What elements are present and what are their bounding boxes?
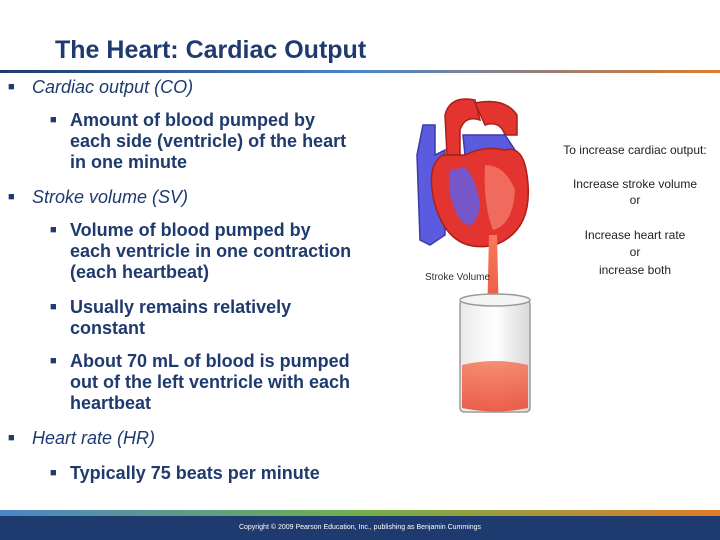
- line: Volume of blood pumped by: [70, 220, 311, 240]
- increase-heart-rate: Increase heart rate: [584, 228, 686, 242]
- line: each ventricle in one contraction: [70, 241, 352, 261]
- slide-title: The Heart: Cardiac Output: [55, 36, 367, 64]
- increase-heading: To increase cardiac output:: [563, 143, 707, 157]
- line: About 70 mL of blood is pumped: [70, 351, 350, 371]
- square-bullet-icon: ■: [8, 432, 15, 444]
- square-bullet-icon: ■: [50, 355, 57, 367]
- square-bullet-icon: ■: [50, 224, 57, 236]
- heart-beaker-illustration: [405, 95, 545, 420]
- square-bullet-icon: ■: [50, 114, 57, 126]
- stroke-volume-label: Stroke Volume: [425, 272, 491, 283]
- aortic-arch-shape: [475, 102, 517, 136]
- line: heartbeat: [70, 393, 152, 413]
- square-bullet-icon: ■: [8, 191, 15, 203]
- bullet-text: Stroke volume (SV): [32, 187, 189, 207]
- line: Usually remains relatively: [70, 297, 292, 317]
- title-divider: [0, 70, 720, 73]
- line: constant: [70, 318, 146, 338]
- copyright-text: Copyright © 2009 Pearson Education, Inc., publishing as Benjamin Cummings: [238, 524, 482, 531]
- square-bullet-icon: ■: [8, 81, 15, 93]
- beaker-rim-shape: [460, 294, 530, 306]
- bullet-text: Cardiac output (CO): [32, 77, 194, 97]
- blood-volume-shape: [462, 361, 528, 412]
- or-text: or: [629, 193, 641, 207]
- bullet-text: Heart rate (HR): [32, 428, 156, 448]
- line: out of the left ventricle with each: [70, 372, 351, 392]
- line: each side (ventricle) of the heart: [70, 131, 347, 151]
- line: Amount of blood pumped by: [70, 110, 315, 130]
- or-text: or: [629, 245, 641, 259]
- line: Typically 75 beats per minute: [70, 463, 320, 483]
- square-bullet-icon: ■: [50, 301, 57, 313]
- increase-both: increase both: [598, 263, 672, 277]
- line: (each heartbeat): [70, 262, 210, 282]
- line: in one minute: [70, 152, 187, 172]
- increase-stroke-volume: Increase stroke volume: [572, 177, 698, 191]
- square-bullet-icon: ■: [50, 467, 57, 479]
